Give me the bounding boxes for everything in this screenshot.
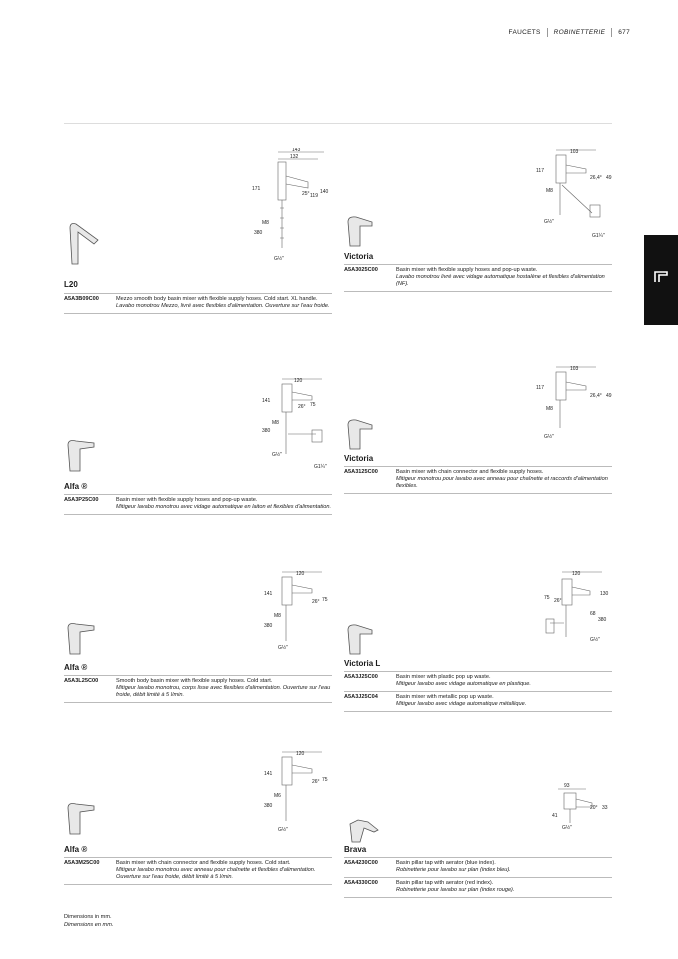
product-card <box>64 565 332 715</box>
dim-label: G½" <box>544 434 554 440</box>
dimension-drawing <box>534 145 612 243</box>
dim-label: 117 <box>536 168 544 174</box>
dim-label: G1¼" <box>314 464 327 470</box>
dim-label: G½" <box>274 256 284 262</box>
dim-label: 117 <box>536 385 544 391</box>
dim-label: 68 <box>590 611 596 617</box>
product-row <box>344 691 612 712</box>
product-name: Victoria L <box>344 659 381 668</box>
dim-label: 49 <box>606 393 612 399</box>
description-en: Mezzo smooth body basin mixer with flexible supply hoses. Cold start. XL handle. <box>116 296 318 302</box>
dim-label: 93 <box>564 783 570 789</box>
dim-label: G½" <box>562 825 572 831</box>
dim-label: 103 <box>570 149 579 155</box>
product-name <box>64 845 87 854</box>
dim-label: 120 <box>296 571 305 577</box>
dim-label: M8 <box>262 220 269 226</box>
registered-icon: ® <box>81 845 88 854</box>
dim-label: 103 <box>570 366 579 372</box>
product-card <box>64 140 332 340</box>
product-name: L20 <box>64 280 78 289</box>
dimension-drawing <box>254 374 332 472</box>
faucet-thumbnail <box>344 207 384 257</box>
dimension-drawing <box>534 362 612 442</box>
page-number: 677 <box>618 29 630 36</box>
product-row <box>64 675 332 703</box>
dim-label: G½" <box>590 637 600 643</box>
dim-label: M8 <box>274 613 281 619</box>
description-en: Basin mixer with plastic pop up waste. <box>396 674 491 680</box>
product-code: A5A3P25C00 <box>64 497 99 503</box>
product-code: A5A3B09C00 <box>64 296 99 302</box>
dimension-drawing <box>540 567 612 647</box>
product-code: A5A3M25C00 <box>64 860 100 866</box>
dim-label: 171 <box>252 186 261 192</box>
description-fr: Lavabo monotrou Mezzo, livré avec flexibles d'alimentation. Ouverture sur l'eau froide. <box>116 303 330 309</box>
dim-label: 130 <box>600 591 609 597</box>
dim-label: 26,4° <box>590 393 602 399</box>
dim-label: 26° <box>298 404 306 410</box>
dim-label: 26° <box>554 598 562 604</box>
faucet-thumbnail <box>344 615 384 665</box>
dim-label: G½" <box>278 827 288 833</box>
dim-label: 120 <box>572 571 581 577</box>
product-name: Brava <box>344 845 367 854</box>
top-divider <box>64 123 612 124</box>
dim-label: M8 <box>546 406 553 412</box>
product-code: A5A3025C00 <box>344 267 378 273</box>
dim-label: M6 <box>274 793 281 799</box>
product-row <box>344 857 612 877</box>
product-card <box>64 370 332 530</box>
section-tab <box>644 235 678 325</box>
description-fr: Robinetterie pour lavabo sur plan (index rouge). <box>396 887 515 893</box>
registered-icon: ® <box>81 663 88 672</box>
dim-label: 380 <box>262 428 271 434</box>
dim-label: 119 <box>310 193 318 199</box>
dimension-drawing <box>260 567 332 655</box>
product-row <box>344 671 612 691</box>
dim-label: 75 <box>544 595 550 601</box>
product-row <box>344 466 612 494</box>
product-name-text: Alfa <box>64 663 80 672</box>
product-card <box>344 362 612 502</box>
faucet-thumbnail <box>64 795 104 845</box>
dimension-drawing <box>260 747 332 835</box>
product-code: A5A3L25C00 <box>64 678 99 684</box>
dim-label: 132 <box>290 154 299 160</box>
description-en: Smooth body basin mixer with flexible supply hoses. Cold start. <box>116 678 273 684</box>
dim-label: 141 <box>264 591 273 597</box>
product-name-text: Alfa <box>64 845 80 854</box>
description-en: Basin pillar tap with aerator (blue index). <box>396 860 496 866</box>
description-fr: Mitigeur monotrou pour lavabo avec anneau pour chaînette et raccords d'alimentation flexibles. <box>396 476 608 489</box>
product-name: Victoria <box>344 252 374 261</box>
dim-label: 141 <box>264 771 273 777</box>
dim-label: 75 <box>322 777 328 783</box>
description-fr: Mitigeur lavabo avec vidage automatique métallique. <box>396 701 527 707</box>
product-code: A5A3J25C00 <box>344 674 378 680</box>
description-en: Basin mixer with flexible supply hoses and pop-up waste. <box>396 267 538 273</box>
description-en: Basin mixer with chain connector and flexible supply hoses. <box>396 469 544 475</box>
dim-label: 141 <box>262 398 271 404</box>
description-fr: Mitigeur lavabo monotrou avec anneau pour chaînette et flexibles d'alimentation. Ouverture sur l'eau froide, débit limité à 5 l/min. <box>116 867 316 880</box>
dimension-drawing <box>548 775 612 833</box>
dim-label: 120 <box>294 378 303 384</box>
faucet-thumbnail <box>344 410 384 460</box>
faucet-thumbnail <box>64 615 104 665</box>
dim-label: G½" <box>278 645 288 651</box>
faucet-icon <box>653 269 669 283</box>
product-code: A5A3125C00 <box>344 469 378 475</box>
dim-label: 380 <box>598 617 607 623</box>
dim-label: 25° <box>302 191 310 197</box>
dim-label: 380 <box>264 803 273 809</box>
faucet-thumbnail <box>64 432 104 482</box>
dim-label: 26° <box>312 779 320 785</box>
product-row <box>344 877 612 898</box>
description-en: Basin mixer with metallic pop up waste. <box>396 694 494 700</box>
dim-label: G½" <box>544 219 554 225</box>
product-row <box>64 293 332 314</box>
description-en: Basin pillar tap with aerator (red index). <box>396 880 494 886</box>
header-separator <box>547 28 548 37</box>
dimension-drawing <box>248 148 332 266</box>
product-row <box>64 857 332 885</box>
product-row <box>64 494 332 515</box>
product-name-text: Alfa <box>64 482 80 491</box>
description-fr: Lavabo monotrou livré avec vidage automatique hostalène et flexibles d'alimentation (NF). <box>396 274 605 287</box>
dim-label: 26,4° <box>590 175 602 181</box>
product-row <box>344 264 612 292</box>
dim-label: 26° <box>312 599 320 605</box>
product-card <box>64 745 332 895</box>
description-en: Basin mixer with flexible supply hoses and pop-up waste. <box>116 497 258 503</box>
footnote <box>64 914 113 929</box>
product-card <box>344 145 612 295</box>
footnote-fr: Dimensions en mm. <box>64 921 114 928</box>
description-fr: Robinetterie pour lavabo sur plan (index bleu). <box>396 867 511 873</box>
product-code: A5A4330C00 <box>344 880 378 886</box>
page-header <box>509 28 630 37</box>
dim-label: 20° <box>590 805 598 811</box>
registered-icon: ® <box>81 482 88 491</box>
product-name <box>64 663 87 672</box>
dim-label: 41 <box>552 813 558 819</box>
description-en: Basin mixer with chain connector and flexible supply hoses. Cold start. <box>116 860 291 866</box>
dim-label: G1¼" <box>592 233 605 239</box>
dim-label: 75 <box>322 597 328 603</box>
dim-label: 143 <box>292 148 301 153</box>
faucet-thumbnail <box>64 218 104 268</box>
product-code: A5A3J25C04 <box>344 694 378 700</box>
description-fr: Mitigeur lavabo monotrou avec vidage automatique en laiton et flexibles d'alimentation. <box>116 504 332 510</box>
description-fr: Mitigeur lavabo avec vidage automatique en plastique. <box>396 681 531 687</box>
product-card <box>344 775 612 905</box>
product-name: Victoria <box>344 454 374 463</box>
product-code: A5A4230C00 <box>344 860 378 866</box>
description-fr: Mitigeur lavabo monotrou, corps lisse avec flexibles d'alimentation. Ouverture sur l'eau froide, débit limité à 5 l/min. <box>116 685 331 698</box>
dim-label: M8 <box>272 420 279 426</box>
product-name <box>64 482 87 491</box>
dim-label: 380 <box>264 623 273 629</box>
header-robinetterie: ROBINETTERIE <box>553 29 606 36</box>
dim-label: 120 <box>296 751 305 757</box>
footnote-en: Dimensions in mm. <box>64 914 112 920</box>
dim-label: 75 <box>310 402 316 408</box>
dim-label: 49 <box>606 175 612 181</box>
dim-label: M8 <box>546 188 553 194</box>
dim-label: 380 <box>254 230 263 236</box>
header-faucets: FAUCETS <box>508 29 541 36</box>
dim-label: G½" <box>272 452 282 458</box>
dim-label: 33 <box>602 805 608 811</box>
product-card <box>344 565 612 715</box>
header-separator <box>611 28 612 37</box>
dim-label: 140 <box>320 189 329 195</box>
